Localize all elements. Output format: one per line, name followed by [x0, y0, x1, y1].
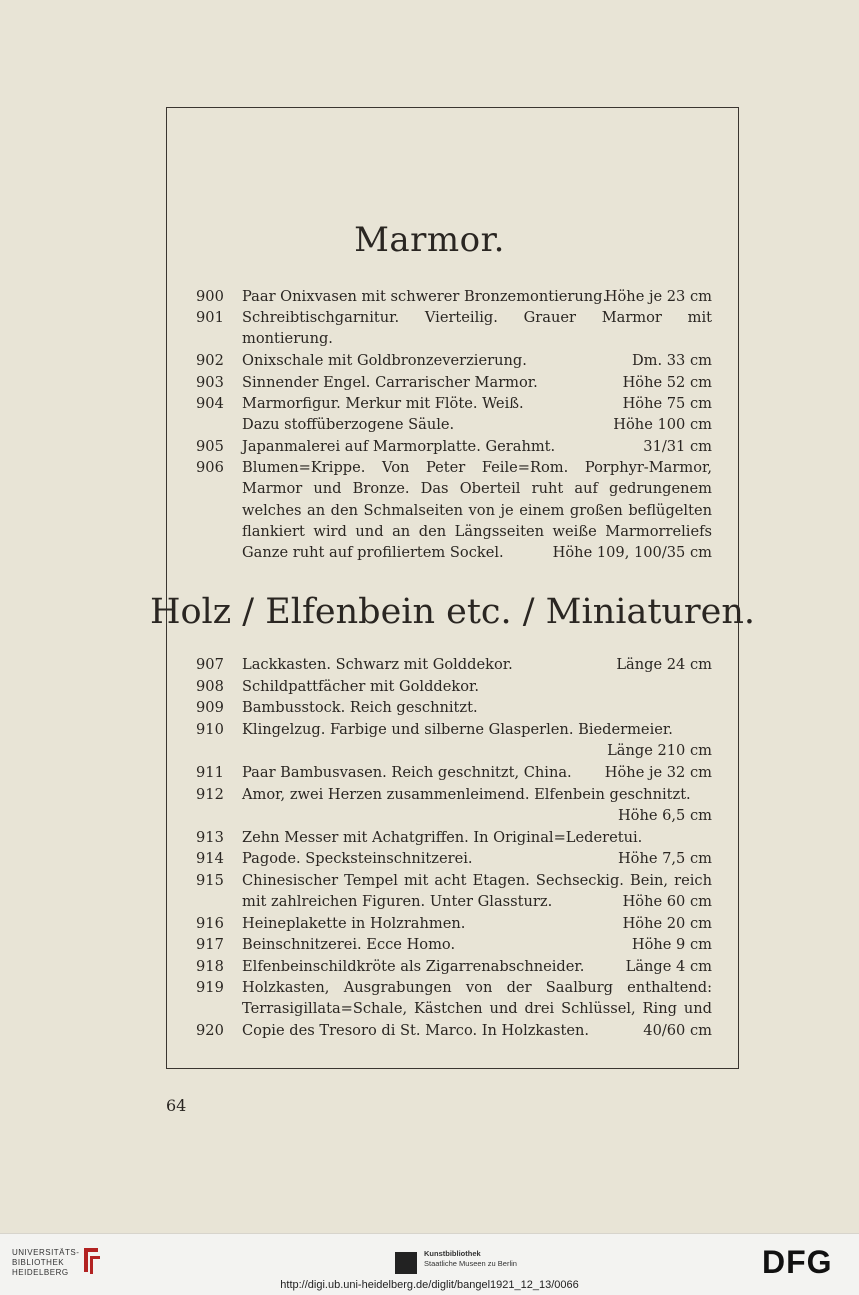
- section-heading-marmor: Marmor.: [354, 220, 505, 260]
- entry-919: 919 Holzkasten, Ausgrabungen von der Saalburg enthaltend: Terrasigillata=Schale, Kästchen und drei Schlüssel, Ring und: [196, 979, 712, 1018]
- entry-911: 911 Paar Bambusvasen. Reich geschnitzt, China. Höhe je 32 cm: [196, 764, 712, 781]
- kunstbibliothek-logo-text: Kunstbibliothek Staatliche Museen zu Berlin: [424, 1249, 517, 1268]
- entry-918: 918 Elfenbeinschildkröte als Zigarrenabschneider. Länge 4 cm: [196, 958, 712, 975]
- entry-915: 915 Chinesischer Tempel mit acht Etagen. Sechseckig. Bein, reich mit zahlreichen Figuren. Unter Glassturz. Höhe 60 cm: [196, 872, 712, 911]
- entry-906: 906 Blumen=Krippe. Von Peter Feile=Rom. Porphyr-Marmor, Marmor und Bronze. Das Oberteil ruht auf gedrungenem welches an den Schmalseiten von je einem großen beflügelten flankiert wird und an den Längsseiten weiße Marmorreliefs Ganze ruht auf profiliertem Sockel. Höhe 109, 100/35 cm: [196, 459, 712, 562]
- dfg-logo: DFG: [762, 1244, 833, 1280]
- entry-916: 916 Heineplakette in Holzrahmen. Höhe 20 cm: [196, 915, 712, 932]
- entry-909: 909 Bambusstock. Reich geschnitzt.: [196, 699, 478, 716]
- entry-901: 901 Schreibtischgarnitur. Vierteilig. Grauer Marmor mit montierung.: [196, 309, 712, 348]
- entry-920: 920 Copie des Tresoro di St. Marco. In Holzkasten. 40/60 cm: [196, 1022, 712, 1039]
- university-logo-icon: [80, 1244, 104, 1276]
- entry-904: 904 Marmorfigur. Merkur mit Flöte. Weiß. Höhe 75 cm Dazu stoffüberzogene Säule. Höhe 100 cm: [196, 395, 712, 434]
- entry-914: 914 Pagode. Specksteinschnitzerei. Höhe 7,5 cm: [196, 850, 712, 867]
- entry-910: 910 Klingelzug. Farbige und silberne Glasperlen. Biedermeier. Länge 210 cm: [196, 721, 712, 760]
- kunstbibliothek-logo-icon: [395, 1252, 417, 1274]
- entry-903: 903 Sinnender Engel. Carrarischer Marmor. Höhe 52 cm: [196, 374, 712, 391]
- entry-902: 902 Onixschale mit Goldbronzeverzierung. Dm. 33 cm: [196, 352, 712, 369]
- entry-912: 912 Amor, zwei Herzen zusammenleimend. Elfenbein geschnitzt. Höhe 6,5 cm: [196, 786, 712, 825]
- entry-913: 913 Zehn Messer mit Achatgriffen. In Original=Lederetui.: [196, 829, 643, 846]
- section-heading-holz: Holz / Elfenbein etc. / Miniaturen.: [149, 592, 756, 632]
- source-url[interactable]: http://digi.ub.uni-heidelberg.de/diglit/bangel1921_12_13/0066: [280, 1279, 579, 1291]
- entry-907: 907 Lackkasten. Schwarz mit Golddekor. Länge 24 cm: [196, 656, 712, 673]
- entry-900: 900 Paar Onixvasen mit schwerer Bronzemontierung. Höhe je 23 cm: [196, 288, 712, 305]
- entry-905: 905 Japanmalerei auf Marmorplatte. Gerahmt. 31/31 cm: [196, 438, 712, 455]
- university-library-logo-text: UNIVERSITÄTS- BIBLIOTHEK HEIDELBERG: [12, 1248, 80, 1277]
- entry-908: 908 Schildpattfächer mit Golddekor.: [196, 678, 480, 695]
- entry-917: 917 Beinschnitzerei. Ecce Homo. Höhe 9 cm: [196, 936, 712, 953]
- page-number: 64: [166, 1096, 187, 1115]
